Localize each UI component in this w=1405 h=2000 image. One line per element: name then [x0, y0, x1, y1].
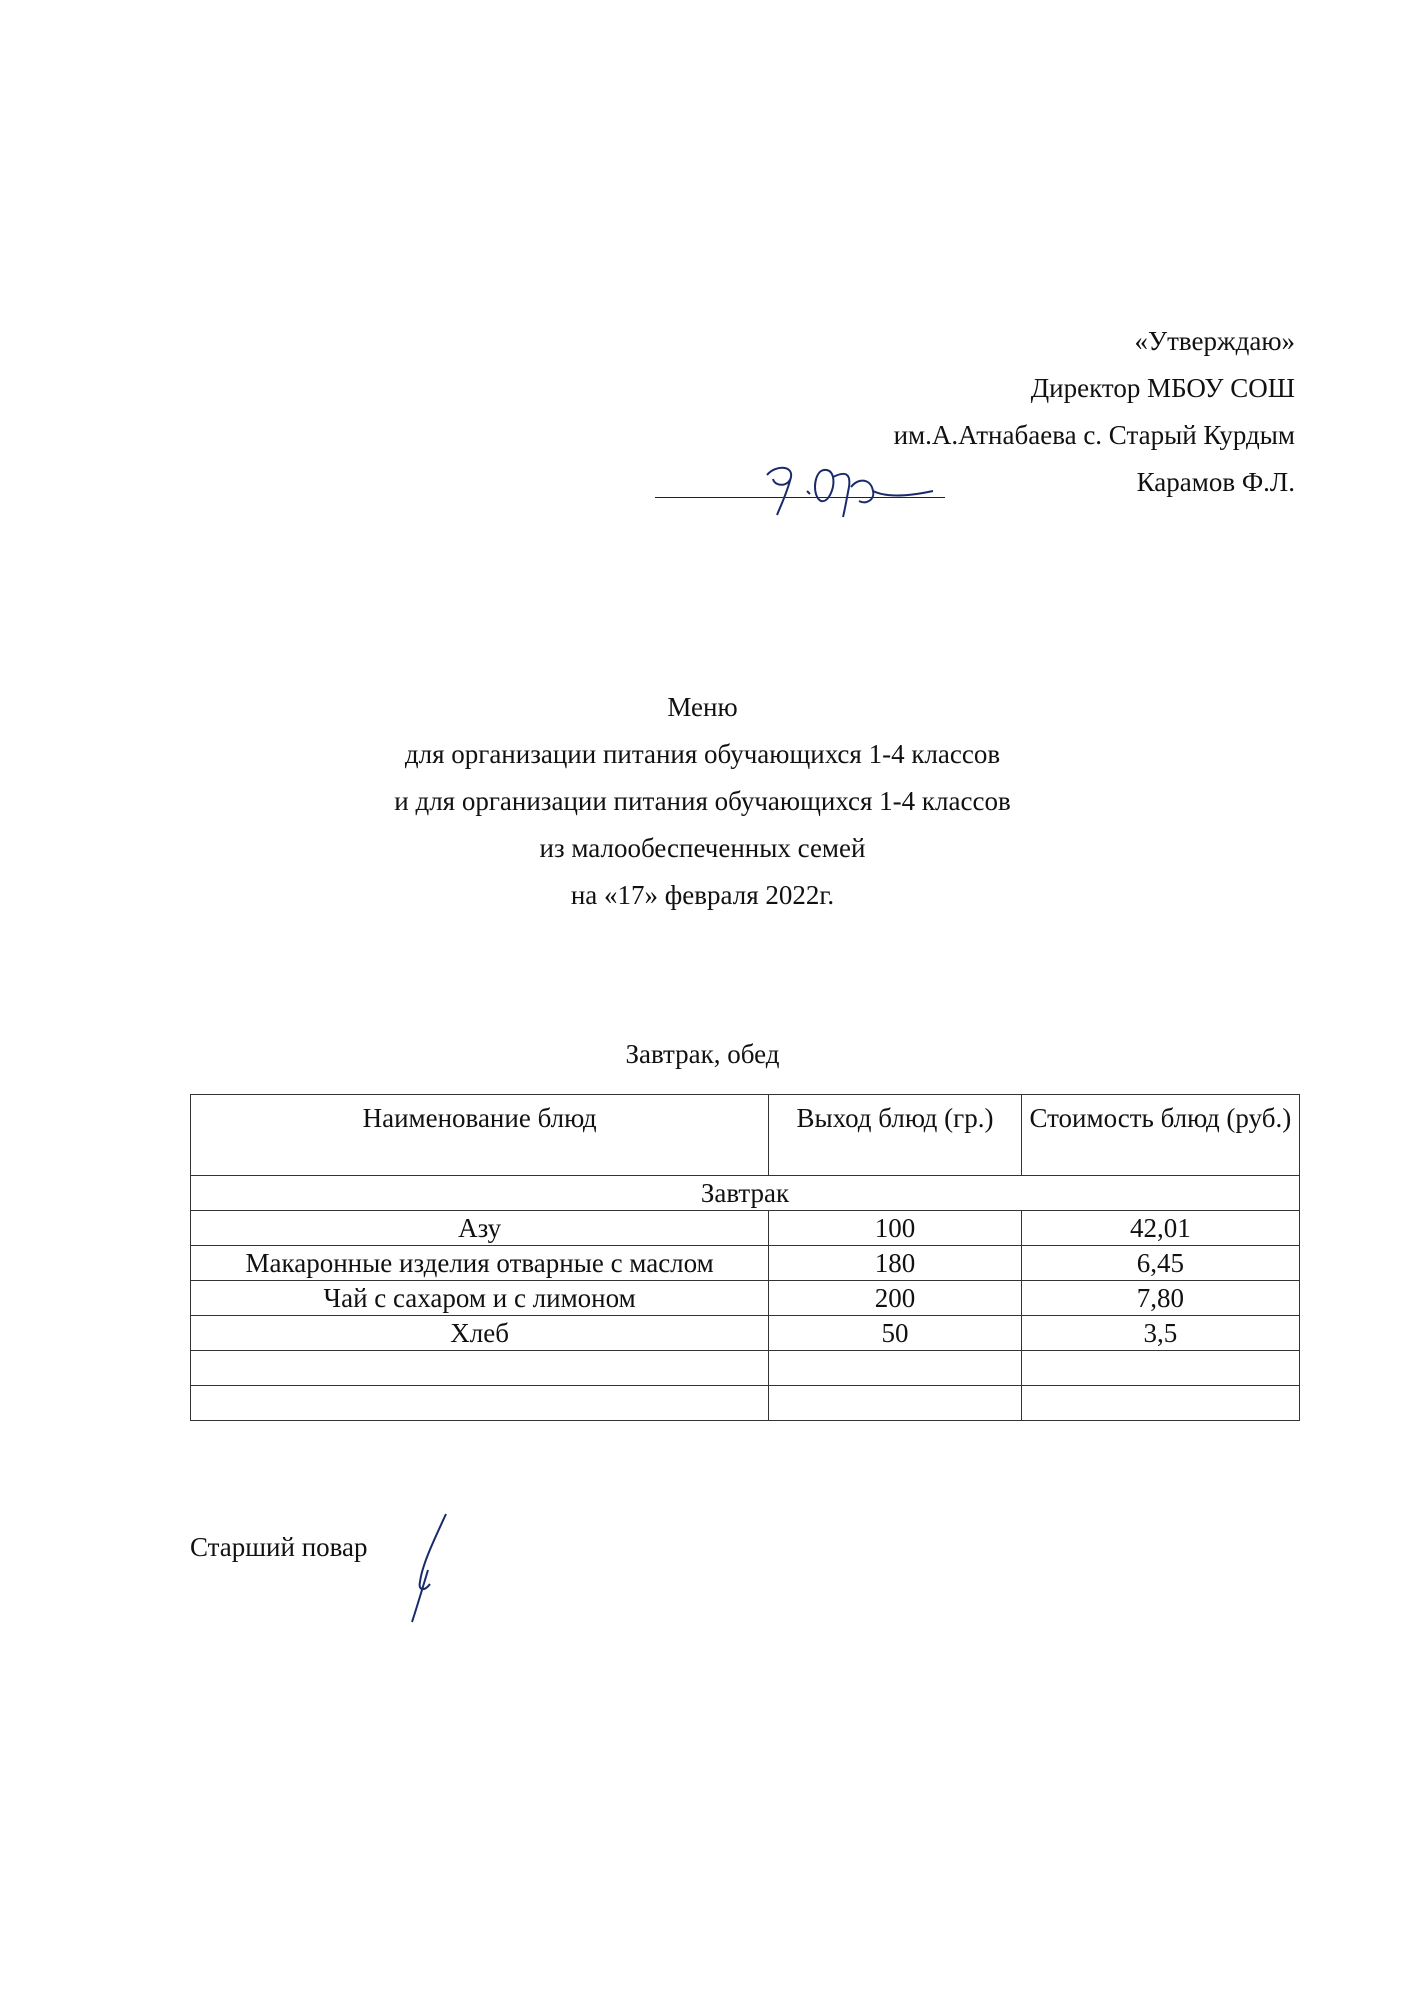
cook-label: Старший повар	[190, 1532, 368, 1562]
title-line-4: из малообеспеченных семей	[539, 833, 866, 863]
title-line-1: Меню	[667, 692, 738, 722]
group-label: Завтрак	[191, 1176, 1300, 1211]
dish-cost: 6,45	[1021, 1246, 1299, 1281]
dish-cost: 7,80	[1021, 1281, 1299, 1316]
group-row	[191, 1176, 1300, 1211]
signature-line	[675, 459, 1295, 506]
school-name: им.А.Атнабаева с. Старый Курдым	[893, 420, 1295, 450]
dish-name: Хлеб	[191, 1316, 769, 1351]
empty-row	[191, 1386, 1300, 1421]
empty-cell	[769, 1386, 1021, 1421]
dish-weight: 200	[769, 1281, 1021, 1316]
director-signature	[755, 457, 940, 519]
signer-name: Карамов Ф.Л.	[1136, 467, 1295, 497]
table-row	[191, 1281, 1300, 1316]
title-line-5: на «17» февраля 2022г.	[570, 880, 835, 910]
header-weight: Выход блюд (гр.)	[769, 1095, 1021, 1176]
empty-row	[191, 1351, 1300, 1386]
cook-signature	[398, 1510, 458, 1625]
empty-cell	[1021, 1386, 1299, 1421]
empty-cell	[191, 1351, 769, 1386]
dish-name: Азу	[191, 1211, 769, 1246]
empty-cell	[769, 1351, 1021, 1386]
header-cost: Стоимость блюд (руб.)	[1021, 1095, 1299, 1176]
dish-weight: 100	[769, 1211, 1021, 1246]
title-line-3: и для организации питания обучающихся 1-4 классов	[394, 786, 1011, 816]
dish-weight: 180	[769, 1246, 1021, 1281]
approval-block	[675, 318, 1295, 506]
dish-cost: 42,01	[1021, 1211, 1299, 1246]
table-row	[191, 1246, 1300, 1281]
dish-name: Чай с сахаром и с лимоном	[191, 1281, 769, 1316]
director-title: Директор МБОУ СОШ	[1030, 373, 1295, 403]
table-row	[191, 1211, 1300, 1246]
document-title	[0, 684, 1405, 919]
approval-heading: «Утверждаю»	[1134, 326, 1295, 356]
table-header-row	[191, 1095, 1300, 1176]
dish-cost: 3,5	[1021, 1316, 1299, 1351]
menu-table	[190, 1094, 1300, 1421]
table-row	[191, 1316, 1300, 1351]
title-line-2: для организации питания обучающихся 1-4 классов	[404, 739, 1001, 769]
dish-name: Макаронные изделия отварные с маслом	[191, 1246, 769, 1281]
section-title: Завтрак, обед	[625, 1039, 780, 1069]
dish-weight: 50	[769, 1316, 1021, 1351]
empty-cell	[191, 1386, 769, 1421]
empty-cell	[1021, 1351, 1299, 1386]
header-name: Наименование блюд	[191, 1095, 769, 1176]
